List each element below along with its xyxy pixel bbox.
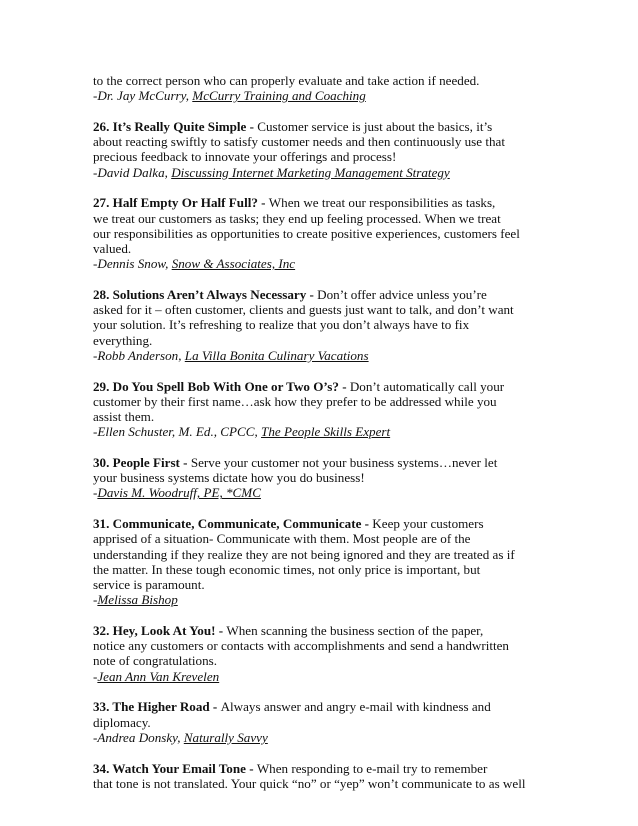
author-name: -Ellen Schuster, M. Ed., CPCC, [93, 424, 262, 440]
tip-line: assist them. [93, 409, 155, 425]
tip-line: that tone is not translated. Your quick “no” or “yep” won’t communicate to as well [93, 775, 526, 791]
tip-34 [93, 761, 546, 791]
tip-attribution [93, 592, 546, 607]
tip-line: everything. [93, 332, 153, 348]
tip-text: When scanning the business section of the paper, [226, 623, 484, 639]
tip-attribution [93, 348, 546, 363]
tip-line: our responsibilities as opportunities to create positive experiences, customers feel [93, 225, 520, 241]
author-link[interactable]: La Villa Bonita Culinary Vacations [184, 347, 369, 363]
tip-line: we treat our customers as tasks; they end up feeling processed. When we treat [93, 210, 501, 226]
tip-line: asked for it – often customer, clients and guests just want to talk, and don’t want [93, 302, 514, 318]
tip-line [93, 623, 546, 638]
author-link[interactable]: Discussing Internet Marketing Management Strategy [171, 164, 450, 180]
tip-title: 26. It’s Really Quite Simple - [93, 119, 258, 134]
tip-32 [93, 623, 546, 684]
tip-line [93, 379, 546, 394]
tip-27 [93, 195, 546, 271]
tip-text: Always answer and angry e-mail with kindness and [220, 699, 491, 715]
tip-line: your solution. It’s refreshing to realize that you don’t always have to fix [93, 317, 470, 333]
tip-text: Don’t offer advice unless you’re [317, 287, 487, 303]
author-link[interactable]: Melissa Bishop [97, 592, 178, 608]
tip-attribution [93, 256, 546, 271]
intro-attribution [93, 88, 546, 103]
tip-attribution [93, 730, 546, 745]
tip-line [93, 699, 546, 714]
author-name: -Andrea Donsky, [93, 729, 184, 745]
tip-line [93, 287, 546, 302]
tip-line [93, 119, 546, 134]
tip-30 [93, 455, 546, 501]
tip-text: Don’t automatically call your [349, 378, 505, 394]
tip-line [93, 455, 546, 470]
author-name: -Robb Anderson, [93, 347, 185, 363]
tip-text: When responding to e-mail try to remember [256, 760, 488, 776]
tip-line [93, 516, 546, 531]
author-link[interactable]: Davis M. Woodruff, PE, *CMC [97, 485, 261, 501]
tip-line: note of congratulations. [93, 653, 217, 669]
tip-line: valued. [93, 241, 132, 257]
intro-paragraph [93, 73, 546, 103]
author-link[interactable]: Naturally Savvy [183, 729, 268, 745]
tip-line: diplomacy. [93, 714, 151, 730]
tip-line: your business systems dictate how you do business! [93, 470, 365, 486]
tip-line: the matter. In these tough economic times, not only price is important, but [93, 561, 481, 577]
tip-text: Serve your customer not your business systems…never let [190, 455, 498, 471]
author-link[interactable]: The People Skills Expert [261, 424, 391, 440]
tip-text: When we treat our responsibilities as tasks, [268, 195, 496, 211]
intro-text: to the correct person who can properly evaluate and take action if needed. [93, 73, 480, 88]
author-link[interactable]: Jean Ann Van Krevelen [97, 668, 220, 684]
tip-line: about reacting swiftly to satisfy customer needs and then continuously use that [93, 134, 505, 150]
tip-29 [93, 379, 546, 440]
tip-line: understanding if they realize they are not being ignored and they are treated as if [93, 546, 515, 562]
tip-26 [93, 119, 546, 180]
tip-line: service is paramount. [93, 577, 205, 593]
tip-line [93, 761, 546, 776]
tip-line [93, 195, 546, 210]
tip-line: precious feedback to innovate your offerings and process! [93, 149, 397, 165]
author-link[interactable]: Snow & Associates, Inc [171, 256, 296, 272]
tip-28 [93, 287, 546, 363]
author-link[interactable]: McCurry Training and Coaching [192, 88, 366, 104]
tip-attribution [93, 424, 546, 439]
tip-title: 33. The Higher Road - [93, 699, 221, 715]
tip-title: 34. Watch Your Email Tone - [93, 760, 257, 776]
tip-title: 28. Solutions Aren’t Always Necessary - [93, 287, 318, 303]
tip-33 [93, 699, 546, 745]
tip-text: Keep your customers [372, 516, 484, 532]
tip-title: 31. Communicate, Communicate, Communicate - [93, 516, 373, 532]
tip-line: notice any customers or contacts with accomplishments and send a handwritten [93, 638, 509, 654]
tip-title: 30. People First - [93, 455, 191, 471]
tip-title: 27. Half Empty Or Half Full? - [93, 195, 269, 211]
tip-line: apprised of a situation- Communicate with them. Most people are of the [93, 531, 471, 547]
tip-title: 32. Hey, Look At You! - [93, 623, 227, 639]
author-name: -David Dalka, [93, 164, 172, 180]
tip-text: Customer service is just about the basics, it’s [257, 119, 493, 134]
author-name: -Dr. Jay McCurry, [93, 88, 193, 104]
author-name: - [93, 592, 98, 608]
tip-line: customer by their first name…ask how they prefer to be addressed while you [93, 393, 497, 409]
tip-attribution [93, 485, 546, 500]
tip-attribution [93, 669, 546, 684]
tip-title: 29. Do You Spell Bob With One or Two O’s? - [93, 378, 350, 394]
tip-31 [93, 516, 546, 607]
author-name: - [93, 668, 98, 684]
tip-attribution [93, 165, 546, 180]
author-name: -Dennis Snow, [93, 256, 172, 272]
author-name: - [93, 485, 98, 501]
